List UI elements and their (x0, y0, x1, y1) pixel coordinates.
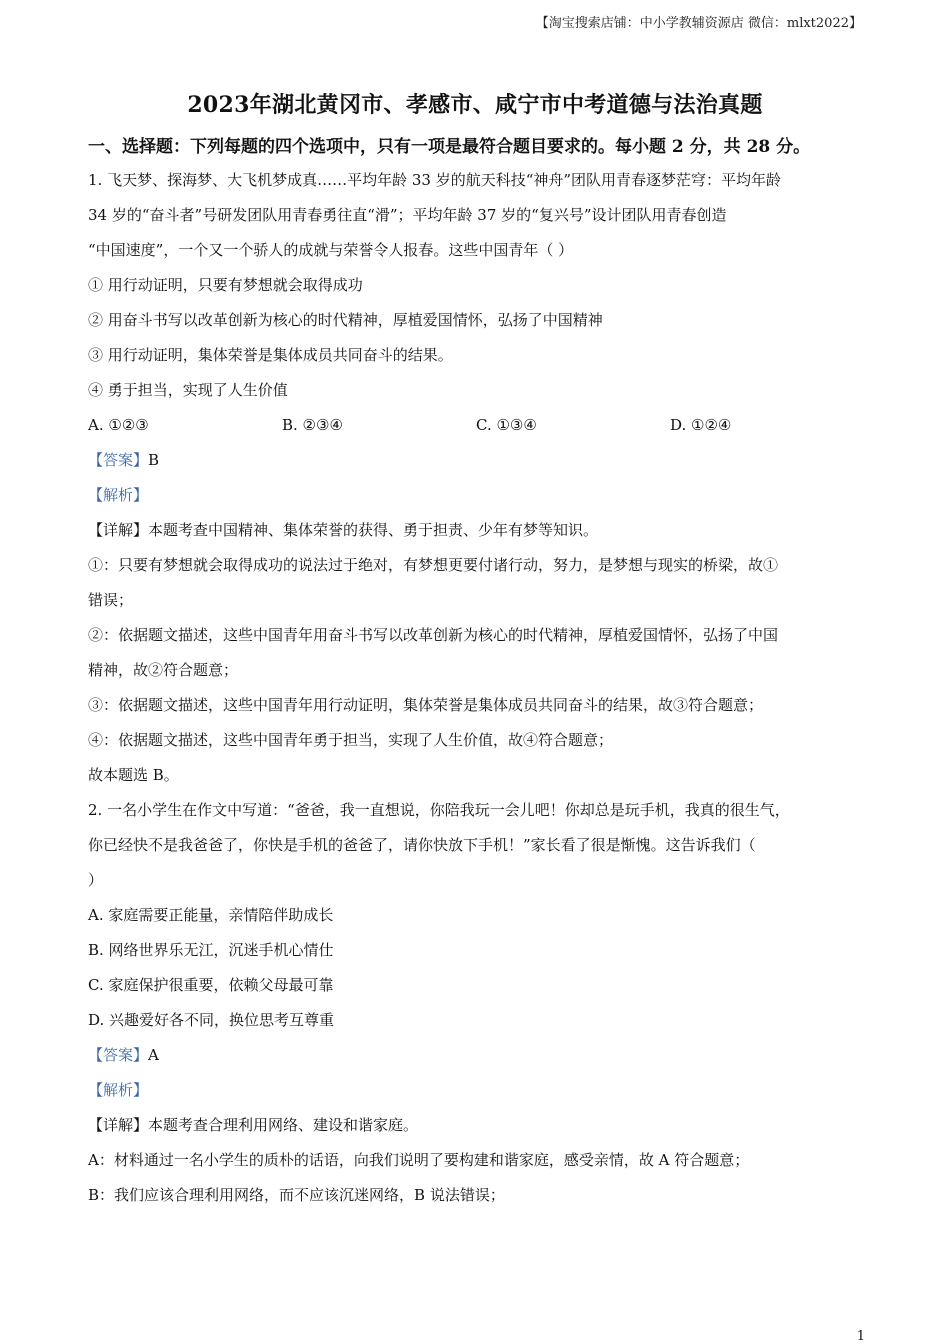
question-stem-line: 34 岁的“奋斗者”号研发团队用青春勇往直“滑”；平均年龄 37 岁的“复兴号”设计团队用青春创造 (88, 206, 727, 224)
option-b: B. 网络世界乐无江，沉迷手机心情仕 (88, 941, 334, 959)
option-c: C. ①③④ (476, 416, 537, 434)
question-stem-line: “中国速度”，一个又一个骄人的成就与荣誉令人报春。这些中国青年（ ） (88, 241, 574, 259)
analysis-line (88, 1073, 872, 1108)
detail-line: 错误； (88, 591, 134, 609)
answer-line (88, 443, 872, 478)
analysis-label: 【解析】 (88, 1081, 149, 1099)
statement: ② 用奋斗书写以改革创新为核心的时代精神，厚植爱国情怀，弘扬了中国精神 (88, 311, 603, 329)
option-a: A. ①②③ (88, 416, 149, 434)
detail-line: 故本题选 B。 (88, 766, 179, 784)
answer-line (88, 1038, 872, 1073)
detail-line: B：我们应该合理利用网络，而不应该沉迷网络，B 说法错误； (88, 1186, 505, 1204)
statement: ③ 用行动证明，集体荣誉是集体成员共同奋斗的结果。 (88, 346, 453, 364)
statement: ① 用行动证明，只要有梦想就会取得成功 (88, 276, 363, 294)
question-stem-line: 2. 一名小学生在作文中写道：“爸爸，我一直想说，你陪我玩一会儿吧！你却总是玩手机，我真的很生气， (88, 801, 790, 819)
detail-line: 【详解】本题考查合理利用网络、建设和谐家庭。 (88, 1116, 419, 1134)
detail-line: 精神，故②符合题意； (88, 661, 239, 679)
answer-label: 【答案】 (88, 1046, 149, 1064)
statement: ④ 勇于担当，实现了人生价值 (88, 381, 288, 399)
page-number: 1 (856, 1329, 865, 1344)
question-stem-line: ） (88, 871, 104, 889)
question-2 (88, 793, 872, 1213)
question-stem-line: 你已经快不是我爸爸了，你快是手机的爸爸了，请你快放下手机！”家长看了很是惭愧。这告诉我们（ (88, 836, 756, 854)
detail-line: 【详解】本题考查中国精神、集体荣誉的获得、勇于担责、少年有梦等知识。 (88, 521, 599, 539)
section-heading: 一、选择题：下列每题的四个选项中，只有一项是最符合题目要求的。每小题 2 分，共 28 分。 (88, 137, 811, 157)
header-note: 【淘宝搜索店铺：中小学教辅资源店 微信：mlxt2022】 (535, 16, 862, 31)
option-a: A. 家庭需要正能量，亲情陪伴助成长 (88, 906, 334, 924)
option-c: C. 家庭保护很重要，依赖父母最可靠 (88, 976, 334, 994)
option-d: D. 兴趣爱好各不同，换位思考互尊重 (88, 1011, 335, 1029)
detail-line: ②：依据题文描述，这些中国青年用奋斗书写以改革创新为核心的时代精神，厚植爱国情怀，弘扬了中国 (88, 626, 779, 644)
answer-label: 【答案】 (88, 451, 149, 469)
answer-value: B (148, 451, 160, 469)
option-b: B. ②③④ (282, 416, 343, 434)
detail-line: A：材料通过一名小学生的质朴的话语，向我们说明了要构建和谐家庭，感受亲情，故 A 符合题意； (88, 1151, 750, 1169)
detail-line: ①：只要有梦想就会取得成功的说法过于绝对，有梦想更要付诸行动，努力，是梦想与现实的桥梁，故① (88, 556, 779, 574)
analysis-line (88, 478, 872, 513)
answer-options (88, 408, 872, 443)
detail-line: ③：依据题文描述，这些中国青年用行动证明，集体荣誉是集体成员共同奋斗的结果，故③符合题意； (88, 696, 764, 714)
document-body (88, 132, 872, 1213)
analysis-label: 【解析】 (88, 486, 149, 504)
answer-value: A (148, 1046, 159, 1064)
option-d: D. ①②④ (670, 416, 732, 434)
question-stem-line: 1. 飞天梦、探海梦、大飞机梦成真……平均年龄 33 岁的航天科技“神舟”团队用青春逐梦茫穹：平均年龄 (88, 171, 782, 189)
page-title: 2023年湖北黄冈市、孝感市、咸宁市中考道德与法治真题 (187, 92, 763, 118)
question-1 (88, 163, 872, 793)
detail-line: ④：依据题文描述，这些中国青年勇于担当，实现了人生价值，故④符合题意； (88, 731, 614, 749)
